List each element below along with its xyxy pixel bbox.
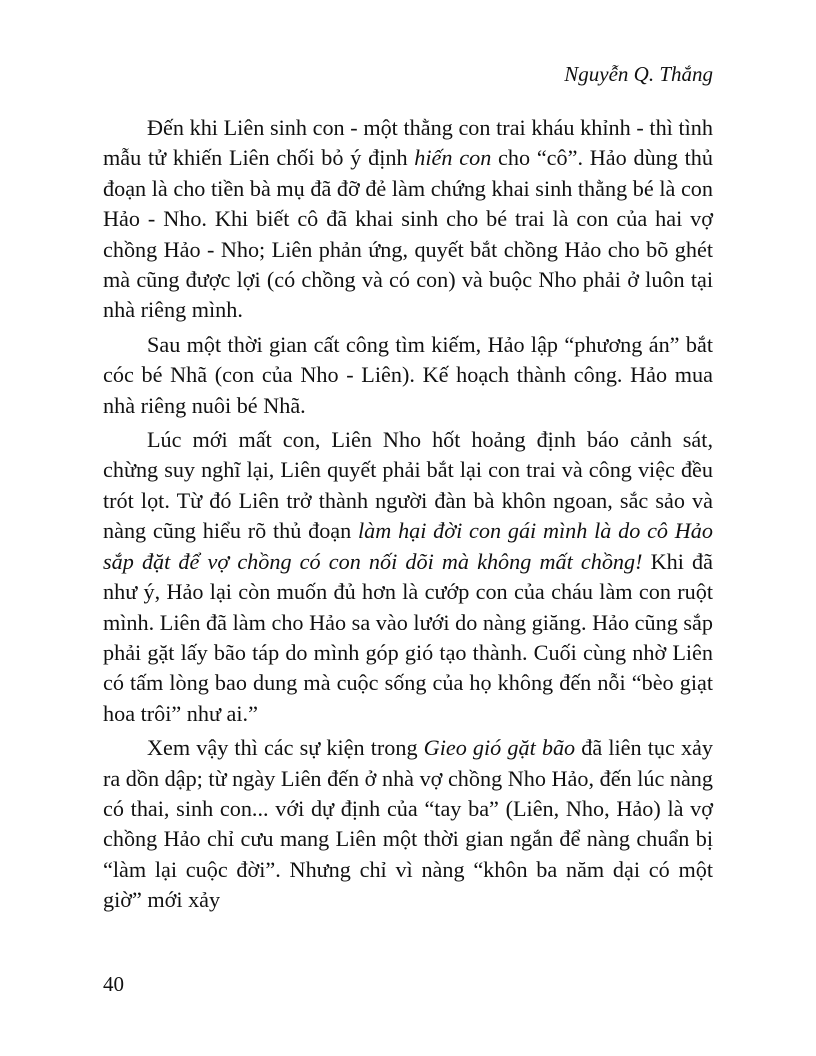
paragraph-2 — [103, 330, 713, 421]
text-span: Lúc mới mất con, Liên Nho hốt hoảng định báo cảnh sát, chừng suy nghĩ lại, Liên quyết phải bắt lại con trai và công việc đều trót lọt. Từ đó Liên trở thành người đàn bà khôn ngoan, sắc sảo và nàng cũng hiểu rõ thủ đoạn — [103, 427, 713, 544]
book-page — [103, 0, 713, 1056]
paragraph-1 — [103, 113, 713, 326]
text-span: Xem vậy thì các sự kiện trong — [147, 735, 424, 761]
running-header-author: Nguyễn Q. Thắng — [564, 62, 713, 86]
italic-text-span: làm hại đời con gái mình là do cô Hảo sắp đặt để vợ chồng có con nối dõi mà không mất chồng! — [103, 518, 713, 574]
page-number: 40 — [103, 972, 124, 996]
text-span: Đến khi Liên sinh con - một thằng con trai kháu khỉnh - thì tình mẫu tử khiến Liên chối bỏ ý định — [103, 115, 713, 171]
text-span: Sau một thời gian cất công tìm kiếm, Hảo lập “phương án” bắt cóc bé Nhã (con của Nho - Liên). Kế hoạch thành công. Hảo mua nhà riêng nuôi bé Nhã. — [103, 331, 713, 418]
text-span: cho “cô”. Hảo dùng thủ đoạn là cho tiền bà mụ đã đỡ đẻ làm chứng khai sinh thằng bé là con Hảo - Nho. Khi biết cô đã khai sinh cho bé trai là con của hai vợ chồng Hảo - Nho; Liên phản ứng, quyết bắt chồng Hảo cho bõ ghét mà cũng được lợi (có chồng và có con) và buộc Nho phải ở luôn tại nhà riêng mình. — [103, 145, 713, 323]
body-text — [103, 113, 713, 920]
italic-text-span: Gieo gió gặt bão — [423, 735, 576, 761]
text-span: đã liên tục xảy ra dồn dập; từ ngày Liên đến ở nhà vợ chồng Nho Hảo, đến lúc nàng có thai, sinh con... với dự định của “tay ba” (Liên, Nho, Hảo) là vợ chồng Hảo chỉ cưu mang Liên một thời gian ngắn để nàng chuẩn bị “làm lại cuộc đời”. Nhưng chỉ vì nàng “khôn ba năm dại có một giờ” mới xảy — [103, 735, 713, 913]
paragraph-4 — [103, 733, 713, 915]
paragraph-3 — [103, 425, 713, 729]
text-span: Khi đã như ý, Hảo lại còn muốn đủ hơn là cướp con của cháu làm con ruột mình. Liên đã làm cho Hảo sa vào lưới do nàng giăng. Hảo cũng sắp phải gặt lấy bão táp do mình góp gió tạo thành. Cuối cùng nhờ Liên có tấm lòng bao dung mà cuộc sống của họ không đến nỗi “bèo giạt hoa trôi” như ai.” — [103, 548, 713, 726]
italic-text-span: hiến con — [414, 145, 492, 171]
